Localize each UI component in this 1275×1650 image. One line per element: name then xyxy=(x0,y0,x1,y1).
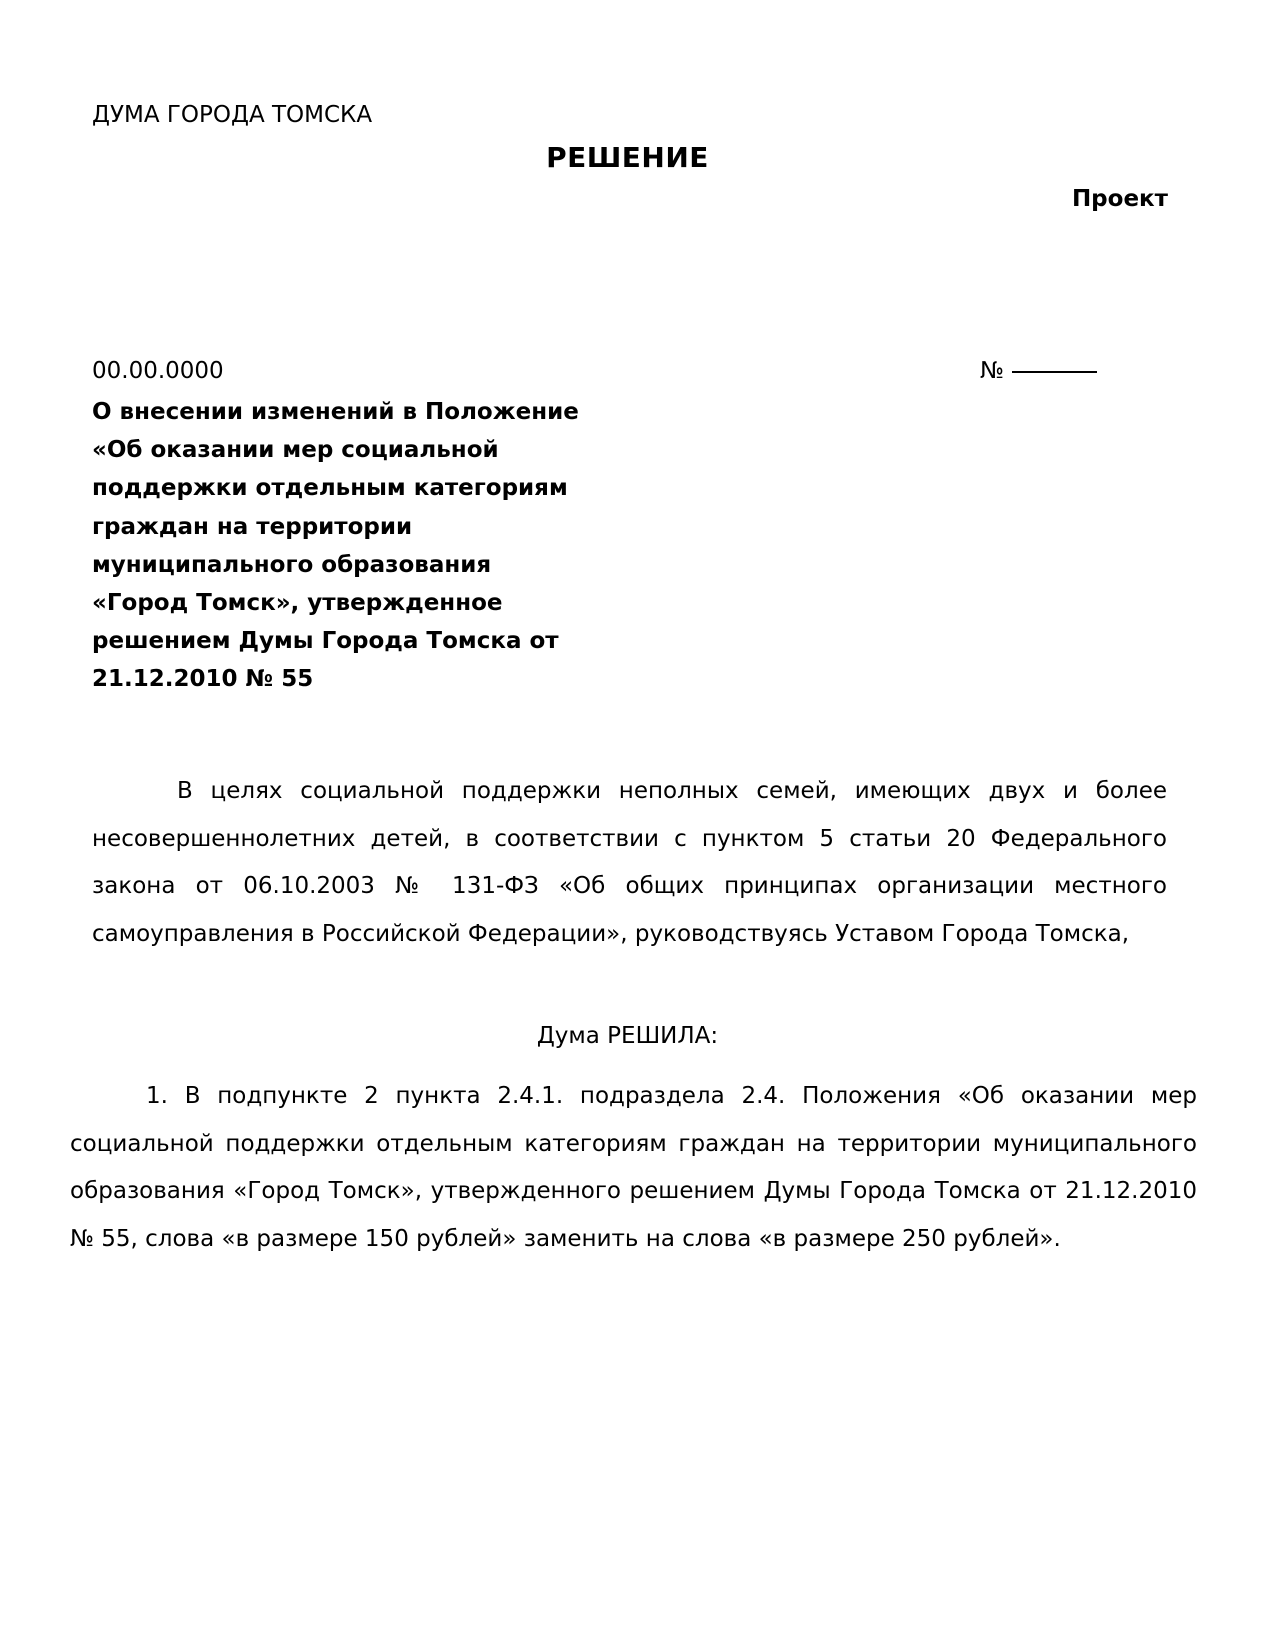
decided-heading: Дума РЕШИЛА: xyxy=(536,1023,719,1049)
draft-label: Проект xyxy=(1071,186,1168,212)
document-subject: О внесении изменений в Положение «Об оказании мер социальной поддержки отдельным категориям граждан на территории муниципального образования «Город Томск», утвержденное решением Думы Города Томска от 21.12.2010 № 55 xyxy=(92,399,579,693)
document-number xyxy=(980,356,1097,386)
decision-item-1: 1. В подпункте 2 пункта 2.4.1. подраздела 2.4. Положения «Об оказании мер социальной поддержки отдельным категориям граждан на территории муниципального образования «Город Томск», утвержденного решением Думы Города Томска от 21.12.2010 № 55, слова «в размере 150 рублей» заменить на слова «в размере 250 рублей». xyxy=(70,1083,1197,1252)
number-sign: № xyxy=(980,358,1004,384)
number-blank-line xyxy=(1012,371,1097,373)
document-date: 00.00.0000 xyxy=(92,358,224,384)
document-title: РЕШЕНИЕ xyxy=(546,141,709,174)
organization-name: ДУМА ГОРОДА ТОМСКА xyxy=(92,102,373,128)
preamble-paragraph: В целях социальной поддержки неполных семей, имеющих двух и более несовершеннолетних детей, в соответствии с пунктом 5 статьи 20 Федерального закона от 06.10.2003 № 131-ФЗ «Об общих принципах организации местного самоуправления в Российской Федерации», руководствуясь Уставом Города Томска, xyxy=(92,778,1167,947)
